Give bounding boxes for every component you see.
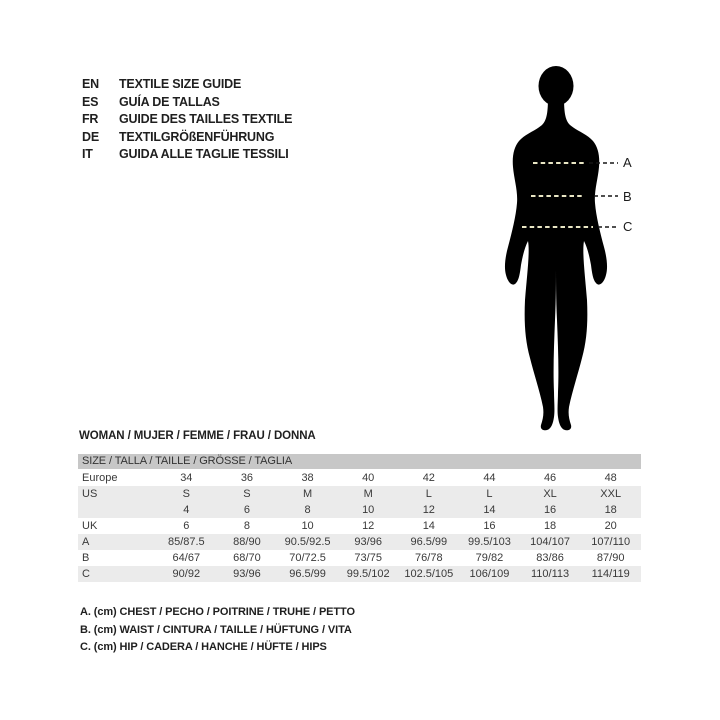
size-cell: 8 xyxy=(304,504,311,516)
size-row-label xyxy=(78,502,156,518)
size-cell: 68/70 xyxy=(233,552,261,564)
size-cell: 34 xyxy=(180,472,193,484)
size-row-label: B xyxy=(82,552,90,564)
size-cell: 18 xyxy=(604,504,617,516)
language-line xyxy=(82,94,292,112)
language-title: TEXTILE SIZE GUIDE xyxy=(119,77,242,91)
size-table-row xyxy=(78,470,641,486)
size-cell: 44 xyxy=(483,472,496,484)
size-cell: 38 xyxy=(301,472,314,484)
size-cell: XL xyxy=(543,488,557,500)
size-cell: 40 xyxy=(362,472,375,484)
gender-heading: WOMAN / MUJER / FEMME / FRAU / DONNA xyxy=(79,430,316,442)
woman-silhouette xyxy=(505,66,607,430)
size-row-label: US xyxy=(82,488,98,500)
size-cell: 10 xyxy=(301,520,314,532)
size-cell: 64/67 xyxy=(172,552,201,564)
language-code: ES xyxy=(82,94,99,109)
size-cell: 70/72.5 xyxy=(289,552,326,564)
hip-measure-label: C xyxy=(623,219,633,234)
size-cell: 104/107 xyxy=(530,536,570,548)
language-title: GUIDA ALLE TAGLIE TESSILI xyxy=(119,147,289,161)
size-cell: 99.5/103 xyxy=(468,536,511,548)
size-cell: 73/75 xyxy=(354,552,382,564)
size-cell: 93/96 xyxy=(233,568,261,580)
size-cell: 114/119 xyxy=(591,568,630,580)
size-table-rows xyxy=(78,470,641,582)
size-cell: 83/86 xyxy=(536,552,564,564)
size-cell: 96.5/99 xyxy=(289,568,326,580)
size-table-row xyxy=(78,566,641,582)
chest-measure-label: A xyxy=(623,155,632,170)
language-line xyxy=(82,111,292,129)
size-row-label: Europe xyxy=(82,472,118,484)
size-cell: L xyxy=(486,488,493,500)
language-code: FR xyxy=(82,112,99,126)
language-title: GUÍA DE TALLAS xyxy=(119,94,220,109)
size-cell: 110/113 xyxy=(530,568,570,580)
size-cell: 4 xyxy=(183,504,190,516)
size-cell: XXL xyxy=(600,488,622,500)
language-code: IT xyxy=(82,147,93,161)
size-cell: 48 xyxy=(604,472,617,484)
size-cell: 85/87.5 xyxy=(167,536,205,548)
size-cell: 99.5/102 xyxy=(346,568,390,580)
size-cell: 16 xyxy=(543,504,557,516)
size-cell: 106/109 xyxy=(469,568,510,580)
size-table-row xyxy=(78,502,641,518)
size-cell: 87/90 xyxy=(596,552,625,564)
size-cell: 12 xyxy=(362,520,375,532)
size-cell: M xyxy=(302,488,313,500)
size-table-row xyxy=(78,550,641,566)
size-row-label: C xyxy=(82,568,90,580)
size-cell: 93/96 xyxy=(354,536,382,548)
size-cell: 36 xyxy=(240,472,254,484)
size-row-label: UK xyxy=(82,520,98,532)
size-cell: 102.5/105 xyxy=(404,568,454,580)
size-cell: 10 xyxy=(362,504,375,516)
measurement-footnote: B. (cm) WAIST / CINTURA / TAILLE / HÜFTUNG / VITA xyxy=(80,623,352,636)
size-cell: 76/78 xyxy=(415,552,443,564)
language-code: EN xyxy=(82,77,99,91)
size-cell: 42 xyxy=(422,472,435,484)
size-table-row xyxy=(78,486,641,502)
language-title: TEXTILGRÖßENFÜHRUNG xyxy=(119,129,275,144)
size-cell: 88/90 xyxy=(233,536,261,548)
size-cell: 6 xyxy=(243,504,250,516)
size-cell: M xyxy=(363,488,373,500)
language-list xyxy=(82,76,292,164)
size-cell: 46 xyxy=(543,472,557,484)
size-cell: S xyxy=(243,488,251,500)
language-line xyxy=(82,129,292,147)
size-table xyxy=(78,454,641,582)
size-table-header: SIZE / TALLA / TAILLE / GRÖSSE / TAGLIA xyxy=(78,454,641,469)
size-cell: 107/110 xyxy=(591,536,631,548)
language-line xyxy=(82,76,292,94)
size-cell: 8 xyxy=(243,520,250,532)
size-cell: 14 xyxy=(483,504,496,516)
size-row-label: A xyxy=(82,536,90,548)
language-code: DE xyxy=(82,129,99,144)
size-table-row xyxy=(78,534,641,550)
size-cell: 90/92 xyxy=(172,568,201,580)
measurement-footnote: C. (cm) HIP / CADERA / HANCHE / HÜFTE / HIPS xyxy=(80,641,327,653)
language-line xyxy=(82,146,292,164)
measurement-footnote: A. (cm) CHEST / PECHO / POITRINE / TRUHE / PETTO xyxy=(80,606,355,618)
size-cell: 96.5/99 xyxy=(410,536,448,548)
size-cell: 6 xyxy=(183,520,190,532)
size-cell: L xyxy=(425,488,432,500)
size-cell: 90.5/92.5 xyxy=(284,536,331,548)
size-cell: 79/82 xyxy=(475,552,504,564)
size-cell: 20 xyxy=(604,520,617,532)
size-cell: 14 xyxy=(422,520,435,532)
waist-measure-label: B xyxy=(623,189,632,204)
size-cell: 18 xyxy=(543,520,557,532)
measurement-footnotes xyxy=(80,604,355,657)
size-cell: 16 xyxy=(483,520,496,532)
woman-silhouette-figure xyxy=(470,55,650,445)
language-title: GUIDE DES TAILLES TEXTILE xyxy=(119,112,293,126)
size-cell: S xyxy=(182,488,190,500)
size-table-row xyxy=(78,518,641,534)
size-cell: 12 xyxy=(422,504,435,516)
